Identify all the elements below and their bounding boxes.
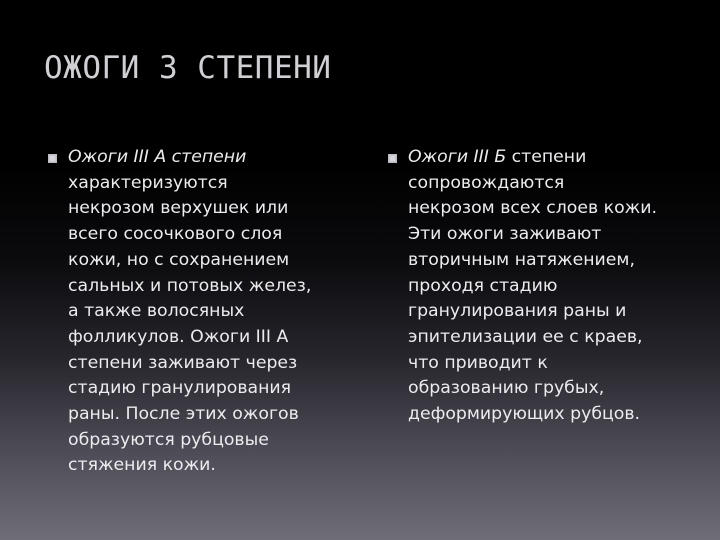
bullet-text-line: фолликулов. Ожоги III А [68, 326, 289, 347]
slide-title: ОЖОГИ 3 СТЕПЕНИ [44, 50, 332, 86]
bullet-item-third-a [44, 145, 364, 479]
bullet-text-line: некрозом верхушек или [68, 198, 289, 219]
bullet-text-line: сальных и потовых желез, [68, 275, 312, 296]
bullet-text-line: гранулирования раны и [408, 301, 627, 322]
bullet-text-line: раны. После этих ожогов [68, 404, 299, 425]
square-bullet-icon [48, 154, 57, 163]
bullet-text-line: образуются рубцовые [68, 429, 269, 450]
bullet-text-line: характеризуются [68, 172, 228, 193]
square-bullet-icon [388, 154, 397, 163]
left-column [44, 145, 364, 479]
bullet-text-line: сопровождаются [408, 172, 565, 193]
bullet-text-line: деформирующих рубцов. [408, 404, 641, 425]
bullet-lead-line [408, 145, 704, 171]
bullet-text-line: степени заживают через [68, 352, 298, 373]
bullet-text-line: а также волосяных [68, 301, 245, 322]
bullet-text-line: проходя стадию [408, 275, 558, 296]
bullet-text-line: стадию гранулирования [68, 378, 292, 399]
right-column [384, 145, 704, 428]
bullet-item-third-b [384, 145, 704, 428]
bullet-text-line: вторичным натяжением, [408, 249, 635, 270]
bullet-text-line: стяжения кожи. [68, 455, 216, 476]
bullet-text-line: образованию грубых, [408, 378, 605, 399]
bullet-text-line: что приводит к [408, 352, 548, 373]
bullet-text-line: эпителизации ее с краев, [408, 326, 643, 347]
bullet-lead-rest: степени [506, 147, 587, 167]
bullet-text-line: Эти ожоги заживают [408, 224, 602, 245]
bullet-text-line: Ожоги III А степени [68, 147, 247, 167]
bullet-text-line: кожи, но с сохранением [68, 249, 290, 270]
bullet-text-line: некрозом всех слоев кожи. [408, 198, 657, 219]
bullet-lead-emphasis: Ожоги III Б [408, 147, 507, 167]
bullet-text-line: всего сосочкового слоя [68, 224, 283, 245]
